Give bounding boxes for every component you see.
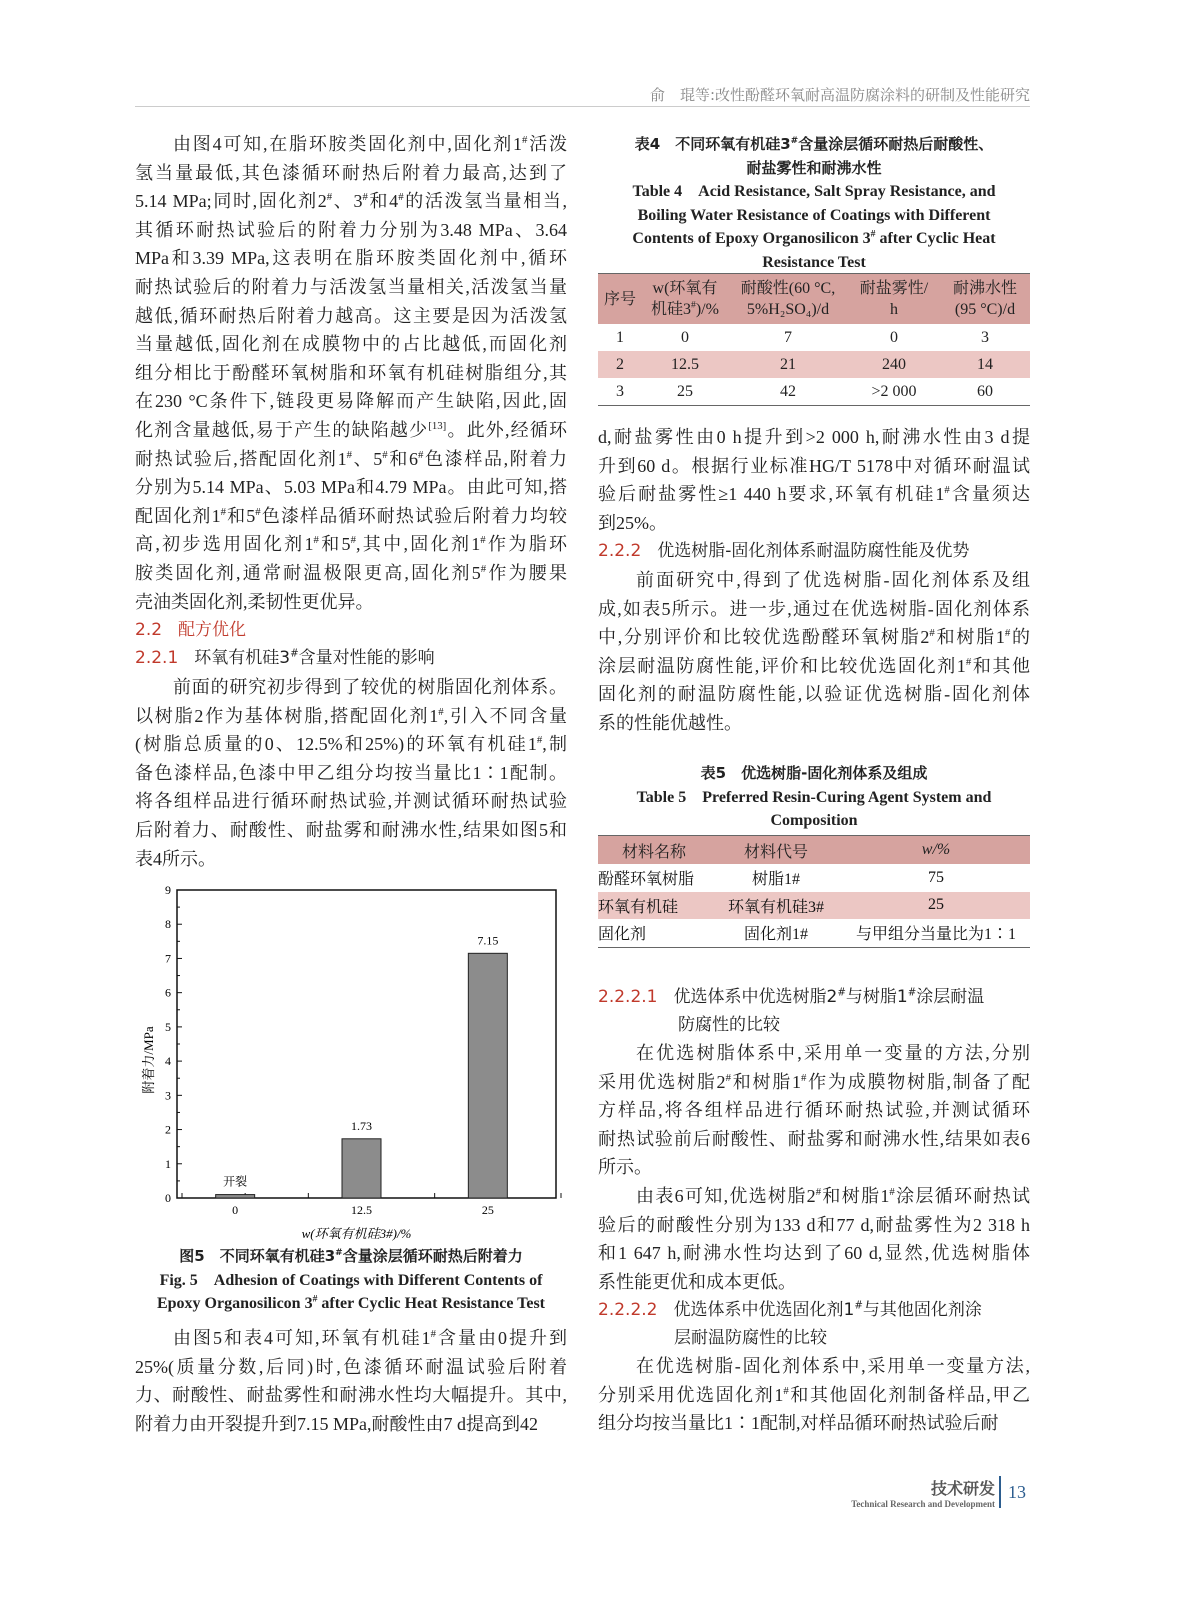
paragraph [135,1324,567,1438]
header-line: (95 °C)/d [954,301,1016,318]
text-line: 高,初步选用固化剂1#和5#,其中,固化剂1#作为脂环 [135,534,568,555]
header-line: 耐酸性(60 °C, [740,280,836,297]
table-cell: 60 [940,378,1030,406]
table-cell: 25 [842,892,1030,920]
bar-data-label: 开裂 [223,1174,248,1189]
x-tick-label: 25 [481,1203,494,1217]
text-line: 前面研究中,得到了优选树脂-固化剂体系及组 [636,570,1030,590]
text-line: 配固化剂1#和5#色漆样品循环耐热试验后附着力均较 [135,505,568,526]
header-line: 机硅3#)/% [651,299,719,318]
heading-number: 2.2 [135,620,163,640]
material-code-cell: 环氧有机硅3# [710,892,842,920]
caption-zh: 表5 优选树脂-固化剂体系及组成 [700,764,928,782]
table-4-caption [598,133,1030,274]
text-line: 表4所示。 [135,848,216,869]
table-cell: 1 [616,328,624,346]
text-line: 成,如表5所示。进一步,通过在优选树脂-固化剂体系 [598,598,1030,619]
text-line: 胺类固化剂,通常耐温极限更高,固化剂5#作为腰果 [135,562,568,583]
text-line: 其循环耐热试验后的附着力分别为3.48 MPa、3.64 [135,219,567,240]
header-line: 耐沸水性 [952,280,1017,297]
section-heading-2-2-2-2 [598,1296,982,1352]
caption-en-line: Composition [770,812,858,829]
text-line: 验后的耐酸性分别为133 d和77 d,耐盐雾性为2 318 h [598,1214,1030,1235]
heading-title: 优选树脂-固化剂体系耐温防腐性能及优势 [657,541,970,561]
column-header [940,274,1030,325]
bar [216,1195,255,1198]
table-cell: 2 [598,351,642,378]
y-tick-label: 1 [165,1156,171,1171]
text-line: 到25%。 [598,512,667,533]
y-tick-label: 5 [165,1019,171,1034]
column-header: 材料名称 [598,836,710,865]
table-cell: 25 [642,378,728,406]
section-heading-2-2-2-1 [598,983,984,1039]
text-line: 耐热试验后,搭配固化剂1#、5#和6#色漆样品,附着力 [135,448,568,469]
paragraph [598,1039,1030,1182]
text-line: 后附着力、耐酸性、耐盐雾和耐沸水性,结果如图5和 [135,819,567,840]
column-header [642,274,728,325]
text-line: 前面的研究初步得到了较优的树脂固化剂体系。 [173,677,567,697]
table-cell: 75 [928,868,944,886]
column-header [848,274,940,325]
text-line: 组分相比于酚醛环氧树脂和环氧有机硅树脂组分,其 [135,362,567,383]
text-line: 氢当量最低,其色漆循环耐热后附着力最高,达到了 [135,162,567,183]
y-axis-label: 附着力/MPa [141,1026,156,1094]
heading-title: 优选体系中优选树脂2#与树脂1#涂层耐温 [673,987,985,1007]
table-cell: 环氧有机硅 [598,892,710,920]
text-line: 越低,循环耐热后附着力越高。这主要是因为活泼氢 [135,305,567,326]
running-header: 俞 琨等:改性酚醛环氧耐高温防腐涂料的研制及性能研究 [649,86,1030,104]
y-tick-label: 9 [165,883,171,897]
heading-title: 防腐性的比较 [678,1015,780,1035]
heading-title: 配方优化 [178,620,247,640]
table-cell: 7 [784,328,792,346]
section-heading-2-2-1 [135,644,435,672]
table-row [598,324,1030,351]
text-line: 在230 °C条件下,链段更易降解而产生缺陷,因此,固 [135,391,567,412]
material-code-cell: 树脂1# [751,871,800,889]
heading-title: 优选体系中优选固化剂1#与其他固化剂涂 [673,1300,982,1320]
text-line: 固化剂的耐温防腐性能,以验证优选树脂-固化剂体 [598,684,1030,705]
text-line: 升到60 d。根据行业标准HG/T 5178中对循环耐温试 [598,455,1030,476]
header-line: 5%H₂SO₄)/d [746,301,830,318]
bar [342,1139,381,1198]
table-cell: 21 [728,351,848,378]
text-line: 耐热试验前后耐酸性、耐盐雾和耐沸水性,结果如表6 [598,1128,1030,1149]
text-line: 在优选树脂-固化剂体系中,采用单一变量方法, [636,1356,1030,1376]
caption-en-line: Table 4 Acid Resistance, Salt Spray Resistance, and [632,183,996,200]
column-header: 材料代号 [710,836,842,865]
x-tick-label: 0 [232,1203,239,1217]
header-line: 耐盐雾性/ [859,280,929,297]
heading-title: 环氧有机硅3#含量对性能的影响 [194,648,435,668]
paragraph [598,1352,1030,1438]
header-line: h [890,301,898,318]
text-line: 方样品,将各组样品进行循环耐热试验,并测试循环 [598,1100,1030,1121]
table-cell: 42 [728,378,848,406]
table-row [598,892,1030,920]
table-row [598,378,1030,406]
text-line: 系性能更优和成本更低。 [598,1271,796,1292]
text-line: 备色漆样品,色漆中甲乙组分均按当量比1∶1配制。 [135,762,567,783]
text-line: 分别采用优选固化剂1#和其他固化剂制备样品,甲乙 [598,1384,1031,1405]
heading-number: 2.2.2.1 [598,987,658,1007]
header-line: w(环氧有 [652,280,718,297]
material-code-cell: 固化剂1# [710,919,842,947]
text-line: 以树脂2作为基体树脂,搭配固化剂1#,引入不同含量 [135,705,568,726]
paragraph [598,423,1030,537]
y-tick-label: 2 [165,1122,171,1137]
table-4 [598,273,1030,406]
column-header: w/% [842,836,1030,865]
text-line: 组分均按当量比1∶1配制,对样品循环耐热试验后耐 [598,1413,999,1434]
table-row [598,351,1030,378]
text-line: d,耐盐雾性由0 h提升到>2 000 h,耐沸水性由3 d提 [598,427,1030,447]
x-tick-label: 12.5 [351,1203,372,1217]
text-line: 验后耐盐雾性≥1 440 h要求,环氧有机硅1#含量须达 [598,484,1030,505]
text-line: 力、耐酸性、耐盐雾性和耐沸水性均大幅提升。其中, [135,1385,567,1406]
caption-en-line: Table 5 Preferred Resin-Curing Agent System and [636,788,992,806]
y-tick-label: 7 [165,951,171,966]
header-divider [135,106,1030,107]
text-line: 化剂含量越低,易于产生的缺陷越少[13]。此外,经循环 [135,419,567,440]
figure-5-bar-chart [135,878,567,1248]
header-line: 序号 [603,290,636,308]
paragraph [135,673,567,873]
figure-caption [135,1245,567,1316]
caption-en-line: Boiling Water Resistance of Coatings with Different [637,206,991,224]
footer-section-en: Technical Research and Development [851,1499,995,1509]
page-number: 13 [1008,1482,1026,1502]
table-cell: 3 [598,378,642,406]
bar-data-label: 7.15 [477,933,499,948]
heading-number: 2.2.2 [598,541,642,561]
text-line: 由图5和表4可知,环氧有机硅1#含量由0提升到 [173,1328,567,1348]
text-line: 当量越低,固化剂在成膜物中的占比越低,而固化剂 [135,334,567,355]
y-tick-label: 4 [165,1054,171,1069]
caption-en-line: Epoxy Organosilicon 3# after Cyclic Heat Resistance Test [156,1293,546,1312]
text-line: 附着力由开裂提升到7.15 MPa,耐酸性由7 d提高到42 [135,1413,539,1434]
paragraph [135,130,567,616]
caption-en-line: Resistance Test [762,253,866,271]
text-line: 在优选树脂体系中,采用单一变量的方法,分别 [636,1043,1030,1063]
table-cell: 0 [681,328,689,346]
y-tick-label: 8 [165,917,171,932]
text-line: 分别为5.14 MPa、5.03 MPa和4.79 MPa。由此可知,搭 [135,477,567,498]
text-line: 和1 647 h,耐沸水性均达到了60 d,显然,优选树脂体 [598,1243,1030,1264]
heading-number: 2.2.2.2 [598,1300,658,1320]
caption-en-line: Fig. 5 Adhesion of Coatings with Different Contents of [159,1271,543,1289]
text-line: 所示。 [598,1157,652,1178]
table-row [598,919,1030,947]
text-line: 壳油类固化剂,柔韧性更优异。 [135,591,374,612]
table-cell: 酚醛环氧树脂 [598,871,695,889]
footer-divider [999,1476,1001,1508]
heading-number: 2.2.1 [135,648,179,668]
caption-en-line: Contents of Epoxy Organosilicon 3# after Cyclic Heat [632,228,996,247]
bar-data-label: 1.73 [351,1118,372,1133]
table-cell: 固化剂 [598,919,710,947]
y-tick-label: 0 [165,1191,171,1205]
column-header [598,274,642,325]
paragraph [598,1182,1030,1296]
column-header [728,274,848,325]
table-cell: 3 [981,328,989,346]
text-line: 25%(质量分数,后同)时,色漆循环耐温试验后附着 [135,1356,567,1377]
table-cell: 0 [890,328,898,346]
x-axis-label: w(环氧有机硅3#)/% [301,1226,412,1241]
section-heading-2-2 [135,616,246,644]
paragraph [598,566,1030,738]
table-row [598,864,1030,892]
table-cell: 与甲组分当量比为1∶1 [842,919,1030,947]
heading-title: 层耐温防腐性的比较 [674,1328,827,1348]
table-cell: >2 000 [848,378,940,406]
y-tick-label: 6 [165,985,171,1000]
text-line: MPa和3.39 MPa,这表明在脂环胺类固化剂中,循环 [135,248,567,269]
footer-section-zh: 技术研发 [930,1479,995,1498]
text-line: 系的性能优越性。 [598,712,742,733]
caption-zh: 表4 不同环氧有机硅3#含量涂层循环耐热后耐酸性、 [634,135,994,153]
section-heading-2-2-2 [598,537,969,565]
text-line: 中,分别评价和比较优选酚醛环氧树脂2#和树脂1#的 [598,627,1031,648]
table-cell: 12.5 [642,351,728,378]
caption-zh: 图5 不同环氧有机硅3#含量涂层循环耐热后附着力 [179,1247,523,1265]
text-line: 采用优选树脂2#和树脂1#作为成膜物树脂,制备了配 [598,1071,1031,1092]
y-tick-label: 3 [165,1088,171,1103]
text-line: 耐热试验后的附着力与活泼氢当量相关,活泼氢当量 [135,276,567,297]
text-line: 将各组样品进行循环耐热试验,并测试循环耐热试验 [135,791,567,812]
text-line: 由表6可知,优选树脂2#和树脂1#涂层循环耐热试 [636,1186,1031,1206]
table-5 [598,835,1030,948]
text-line: 5.14 MPa;同时,固化剂2#、3#和4#的活泼氢当量相当, [135,191,567,212]
table-cell: 14 [940,351,1030,378]
table-5-caption [598,762,1030,833]
caption-zh: 耐盐雾性和耐沸水性 [746,158,882,177]
text-line: 由图4可知,在脂环胺类固化剂中,固化剂1#活泼 [173,134,568,154]
table-cell: 240 [848,351,940,378]
text-line: (树脂总质量的0、12.5%和25%)的环氧有机硅1#,制 [135,734,567,755]
bar [468,953,507,1198]
text-line: 涂层耐温防腐性能,评价和比较优选固化剂1#和其他 [598,655,1031,676]
